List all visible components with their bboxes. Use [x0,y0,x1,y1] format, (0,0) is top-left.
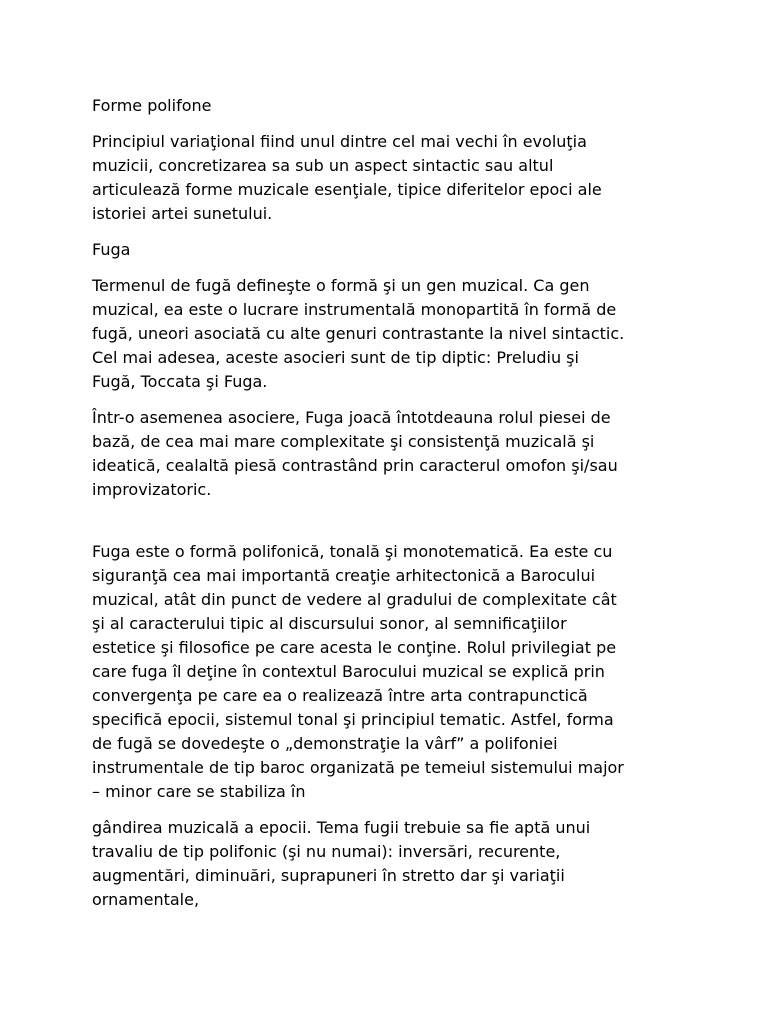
text-line: ornamentale, [92,890,200,909]
section-heading [92,238,712,262]
text-line: Cel mai adesea, aceste asocieri sunt de tip diptic: Preludiu şi [92,348,579,367]
text-line: augmentări, diminuări, suprapuneri în stretto dar şi variaţii [92,866,565,885]
paragraph-theme [92,816,712,912]
text-line: instrumentale de tip baroc organizată pe temeiul sistemului major [92,758,624,777]
text-line: muzical, atât din punct de vedere al gradului de complexitate cât [92,590,617,609]
text-line: Principiul variaţional fiind unul dintre cel mai vechi în evoluţia [92,132,587,151]
text-line: specifică epocii, sistemul tonal şi principiul tematic. Astfel, forma [92,710,614,729]
text-line: Termenul de fugă defineşte o formă şi un gen muzical. Ca gen [92,276,590,295]
heading-text: Fuga [92,240,131,259]
text-line: estetice şi filosofice pe care acesta le conţine. Rolul privilegiat pe [92,638,617,657]
document-title [92,94,712,118]
text-line: şi al caracterului tipic al discursului sonor, al semnificaţiilor [92,614,567,633]
text-line: articulează forme muzicale esenţiale, tipice diferitelor epoci ale [92,180,602,199]
text-line: muzical, ea este o lucrare instrumentală monopartită în formă de [92,300,617,319]
text-line: de fugă se dovedeşte o „demonstraţie la vârf” a polifoniei [92,734,558,753]
text-line: ideatică, cealaltă piesă contrastând prin caracterul omofon şi/sau [92,456,618,475]
text-line: siguranţă cea mai importantă creaţie arhitectonică a Barocului [92,566,596,585]
text-line: fugă, uneori asociată cu alte genuri contrastante la nivel sintactic. [92,324,625,343]
paragraph-polyphonic-form [92,540,712,804]
text-line: Într-o asemenea asociere, Fuga joacă întotdeauna rolul piesei de [92,408,611,427]
text-line: muzicii, concretizarea sa sub un aspect sintactic sau altul [92,156,554,175]
paragraph-definition [92,274,712,394]
text-line: gândirea muzicală a epocii. Tema fugii trebuie sa fie aptă unui [92,818,591,837]
text-line: bază, de cea mai mare complexitate şi consistenţă muzicală şi [92,432,595,451]
blank-gap [92,514,712,540]
text-line: care fuga îl deţine în contextul Barocului muzical se explică prin [92,662,605,681]
text-line: improvizatoric. [92,480,212,499]
text-line: Fuga este o formă polifonică, tonală şi monotematică. Ea este cu [92,542,613,561]
intro-paragraph [92,130,712,226]
title-text: Forme polifone [92,96,212,115]
paragraph-association [92,406,712,502]
text-line: Fugă, Toccata şi Fuga. [92,372,268,391]
text-line: istoriei artei sunetului. [92,204,273,223]
document-page [92,94,712,924]
text-line: travaliu de tip polifonic (şi nu numai): inversări, recurente, [92,842,561,861]
text-line: convergenţa pe care ea o realizează între arta contrapunctică [92,686,588,705]
text-line: – minor care se stabiliza în [92,782,306,801]
